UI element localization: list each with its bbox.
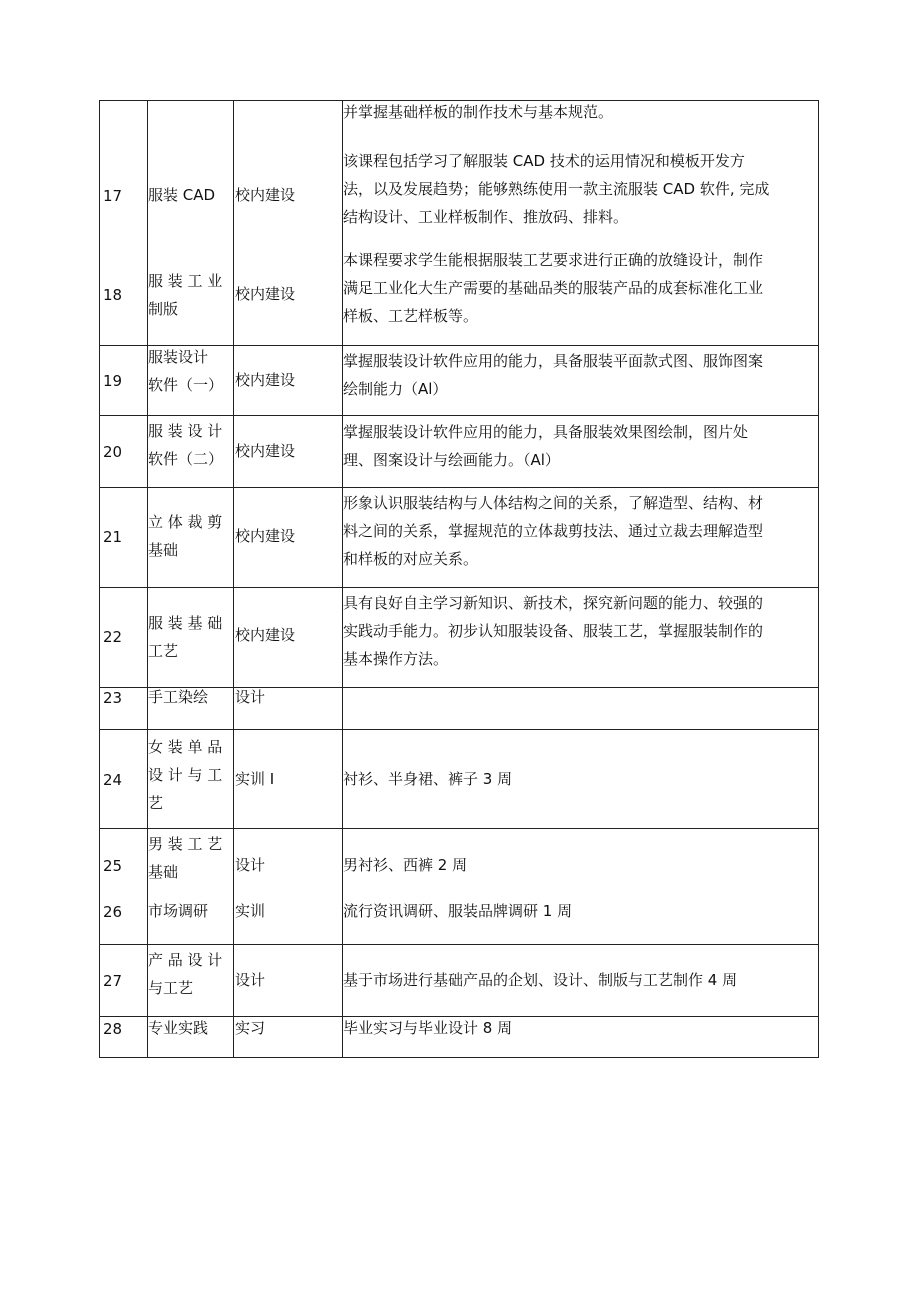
course-description: 男衬衫、西裤 2 周	[343, 856, 468, 874]
course-type: 设计	[235, 688, 266, 706]
description-line: 该课程包括学习了解服装 CAD 技术的运用情况和模板开发方	[343, 152, 745, 170]
course-name: 专业实践	[148, 1019, 209, 1037]
course-type: 校内建设	[235, 371, 296, 389]
course-name-line: 基础	[148, 863, 179, 881]
description-line: 结构设计、工业样板制作、推放码、排料。	[343, 208, 629, 226]
row-number: 27	[103, 972, 123, 990]
course-name-line: 立 体 裁 剪	[148, 513, 223, 531]
course-type: 实习	[235, 1019, 266, 1037]
row-number: 21	[103, 528, 123, 546]
description-line: 本课程要求学生能根据服装工艺要求进行正确的放缝设计，制作	[343, 251, 764, 269]
course-description	[343, 489, 819, 573]
course-name: 服装 CAD	[148, 186, 216, 204]
course-description	[343, 246, 819, 330]
row-number: 28	[103, 1020, 123, 1038]
course-description	[343, 418, 819, 474]
course-name	[148, 417, 232, 473]
course-name	[148, 946, 232, 1002]
description-line: 法，以及发展趋势；能够熟练使用一款主流服装 CAD 软件, 完成	[343, 180, 770, 198]
course-type: 设计	[235, 971, 266, 989]
table-row	[343, 98, 819, 126]
row-divider	[100, 587, 818, 588]
description-line: 理、图案设计与绘画能力。（Al）	[343, 451, 560, 469]
description-line: 掌握服装设计软件应用的能力，具备服装平面款式图、服饰图案	[343, 352, 764, 370]
description-line: 和样板的对应关系。	[343, 550, 479, 568]
course-name-line: 男 装 工 艺	[148, 835, 223, 853]
row-number: 23	[103, 689, 123, 707]
course-name	[148, 609, 232, 665]
course-type: 实训	[235, 902, 266, 920]
course-description: 基于市场进行基础产品的企划、设计、制版与工艺制作 4 周	[343, 971, 738, 989]
course-type: 设计	[235, 856, 266, 874]
course-type: 校内建设	[235, 186, 296, 204]
description-line: 具有良好自主学习新知识、新技术，探究新问题的能力、较强的	[343, 594, 764, 612]
course-name: 市场调研	[148, 902, 209, 920]
row-divider	[100, 487, 818, 488]
description-line: 绘制能力（Al）	[343, 380, 448, 398]
description-line: 基本操作方法。	[343, 650, 449, 668]
description-line: 样板、工艺样板等。	[343, 307, 479, 325]
course-name	[148, 733, 232, 817]
course-name-line: 设 计 与 工	[148, 766, 223, 784]
description-line: 形象认识服装结构与人体结构之间的关系，了解造型、结构、材	[343, 494, 764, 512]
course-description	[343, 589, 819, 673]
course-name	[148, 343, 232, 399]
course-description: 衬衫、半身裙、裤子 3 周	[343, 770, 513, 788]
course-description	[343, 347, 819, 403]
description-line: 掌握服装设计软件应用的能力，具备服装效果图绘制，图片处	[343, 423, 749, 441]
row-divider	[100, 729, 818, 730]
row-number: 18	[103, 286, 123, 304]
course-description	[343, 147, 819, 231]
description-line: 并掌握基础样板的制作技术与基本规范。	[343, 103, 614, 121]
course-name	[148, 508, 232, 564]
row-divider	[100, 415, 818, 416]
course-name-line: 服 装 基 础	[148, 614, 223, 632]
course-name	[148, 267, 232, 323]
course-type: 校内建设	[235, 626, 296, 644]
course-name-line: 产 品 设 计	[148, 951, 223, 969]
course-type: 校内建设	[235, 442, 296, 460]
row-number: 24	[103, 771, 123, 789]
course-description: 流行资讯调研、服装品牌调研 1 周	[343, 902, 573, 920]
column-divider	[233, 101, 234, 1057]
course-name	[148, 830, 232, 886]
row-divider	[100, 944, 818, 945]
course-type: 实训 I	[235, 770, 275, 788]
row-number: 17	[103, 187, 123, 205]
row-number: 20	[103, 443, 123, 461]
course-name-line: 服装设计	[148, 348, 209, 366]
course-type: 校内建设	[235, 527, 296, 545]
course-name-line: 基础	[148, 541, 179, 559]
course-name-line: 与工艺	[148, 979, 194, 997]
course-name-line: 女 装 单 品	[148, 738, 223, 756]
course-name-line: 软件（二）	[148, 450, 224, 468]
row-number: 26	[103, 903, 123, 921]
row-number: 25	[103, 857, 123, 875]
description-line: 料之间的关系，掌握规范的立体裁剪技法、通过立裁去理解造型	[343, 522, 764, 540]
row-number: 19	[103, 372, 123, 390]
course-name-line: 艺	[148, 794, 164, 812]
course-description: 毕业实习与毕业设计 8 周	[343, 1019, 513, 1037]
description-line: 满足工业化大生产需要的基础品类的服装产品的成套标准化工业	[343, 279, 764, 297]
course-name-line: 软件（一）	[148, 376, 224, 394]
course-name-line: 制版	[148, 300, 179, 318]
course-name: 手工染绘	[148, 688, 209, 706]
course-name-line: 服 装 工 业	[148, 272, 223, 290]
course-name-line: 工艺	[148, 642, 179, 660]
course-type: 校内建设	[235, 285, 296, 303]
description-line: 实践动手能力。初步认知服装设备、服装工艺，掌握服装制作的	[343, 622, 764, 640]
course-name-line: 服 装 设 计	[148, 422, 223, 440]
row-number: 22	[103, 628, 123, 646]
row-divider	[100, 828, 818, 829]
